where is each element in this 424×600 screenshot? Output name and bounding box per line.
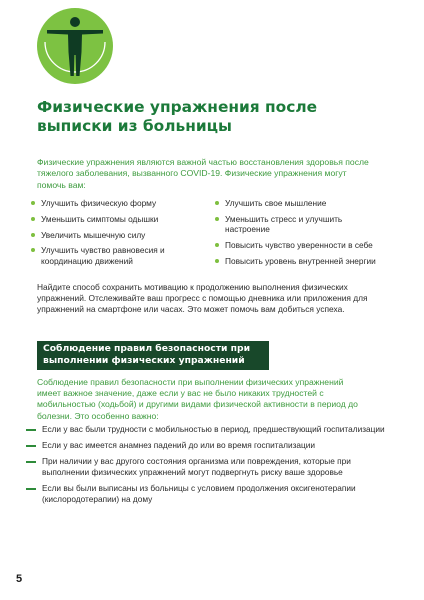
header-logo (37, 8, 113, 84)
person-arms-outstretched-icon (37, 8, 113, 84)
bullet-icon (31, 233, 35, 237)
motivation-paragraph: Найдите способ сохранить мотивацию к продолжению выполнения физических упражнений. Отслеживайте ваш прогресс с помощью дневника или приложения для упражнений на смартфоне или часах. Это может помочь вам добиться успеха. (37, 282, 368, 315)
dash-icon (26, 488, 36, 490)
list-item: Если у вас имеется анамнез падений до или во время госпитализации (26, 440, 390, 451)
list-item: Улучшить чувство равновесия и координацию движений (29, 245, 199, 266)
list-item: Улучшить физическую форму (29, 198, 199, 208)
bullet-icon (215, 201, 219, 205)
safety-list (26, 424, 390, 510)
list-item: Если у вас были трудности с мобильностью в период, предшествующий госпитализации (26, 424, 390, 435)
list-item: При наличии у вас другого состояния организма или повреждения, которые при выполнении физических упражнений могут подвергнуть риску ваше здоровье (26, 456, 390, 477)
page-number: 5 (16, 573, 23, 585)
dash-icon (26, 461, 36, 463)
bullet-icon (31, 248, 35, 252)
bullet-icon (215, 217, 219, 221)
intro-paragraph: Физические упражнения являются важной частью восстановления здоровья после тяжелого заболевания, вызванного COVID-19. Физические упражнения могут помочь вам: (37, 157, 369, 190)
list-item: Уменьшить стресс и улучшить настроение (213, 214, 388, 235)
benefits-list-right (213, 198, 388, 272)
page-title: Физические упражнения после выписки из больницы (37, 98, 318, 135)
list-item: Улучшить свое мышление (213, 198, 388, 208)
section-heading: Соблюдение правил безопасности при выполнении физических упражнений (37, 341, 269, 370)
dash-icon (26, 429, 36, 431)
bullet-icon (31, 217, 35, 221)
list-item: Если вы были выписаны из больницы с условием продолжения оксигенотерапии (кислородотерапии) на дому (26, 483, 390, 504)
benefits-list-left (29, 198, 199, 272)
bullet-icon (31, 201, 35, 205)
dash-icon (26, 445, 36, 447)
list-item: Увеличить мышечную силу (29, 230, 199, 240)
bullet-icon (215, 243, 219, 247)
bullet-icon (215, 259, 219, 263)
list-item: Повысить уровень внутренней энергии (213, 256, 388, 266)
list-item: Повысить чувство уверенности в себе (213, 240, 388, 250)
list-item: Уменьшить симптомы одышки (29, 214, 199, 224)
safety-lead-paragraph: Соблюдение правил безопасности при выполнении физических упражнений имеет важное значение, даже если у вас не было никаких трудностей с мобильностью (ходьбой) и другими видами физической активности в период до болезни. Это особенно важно: (37, 377, 358, 421)
